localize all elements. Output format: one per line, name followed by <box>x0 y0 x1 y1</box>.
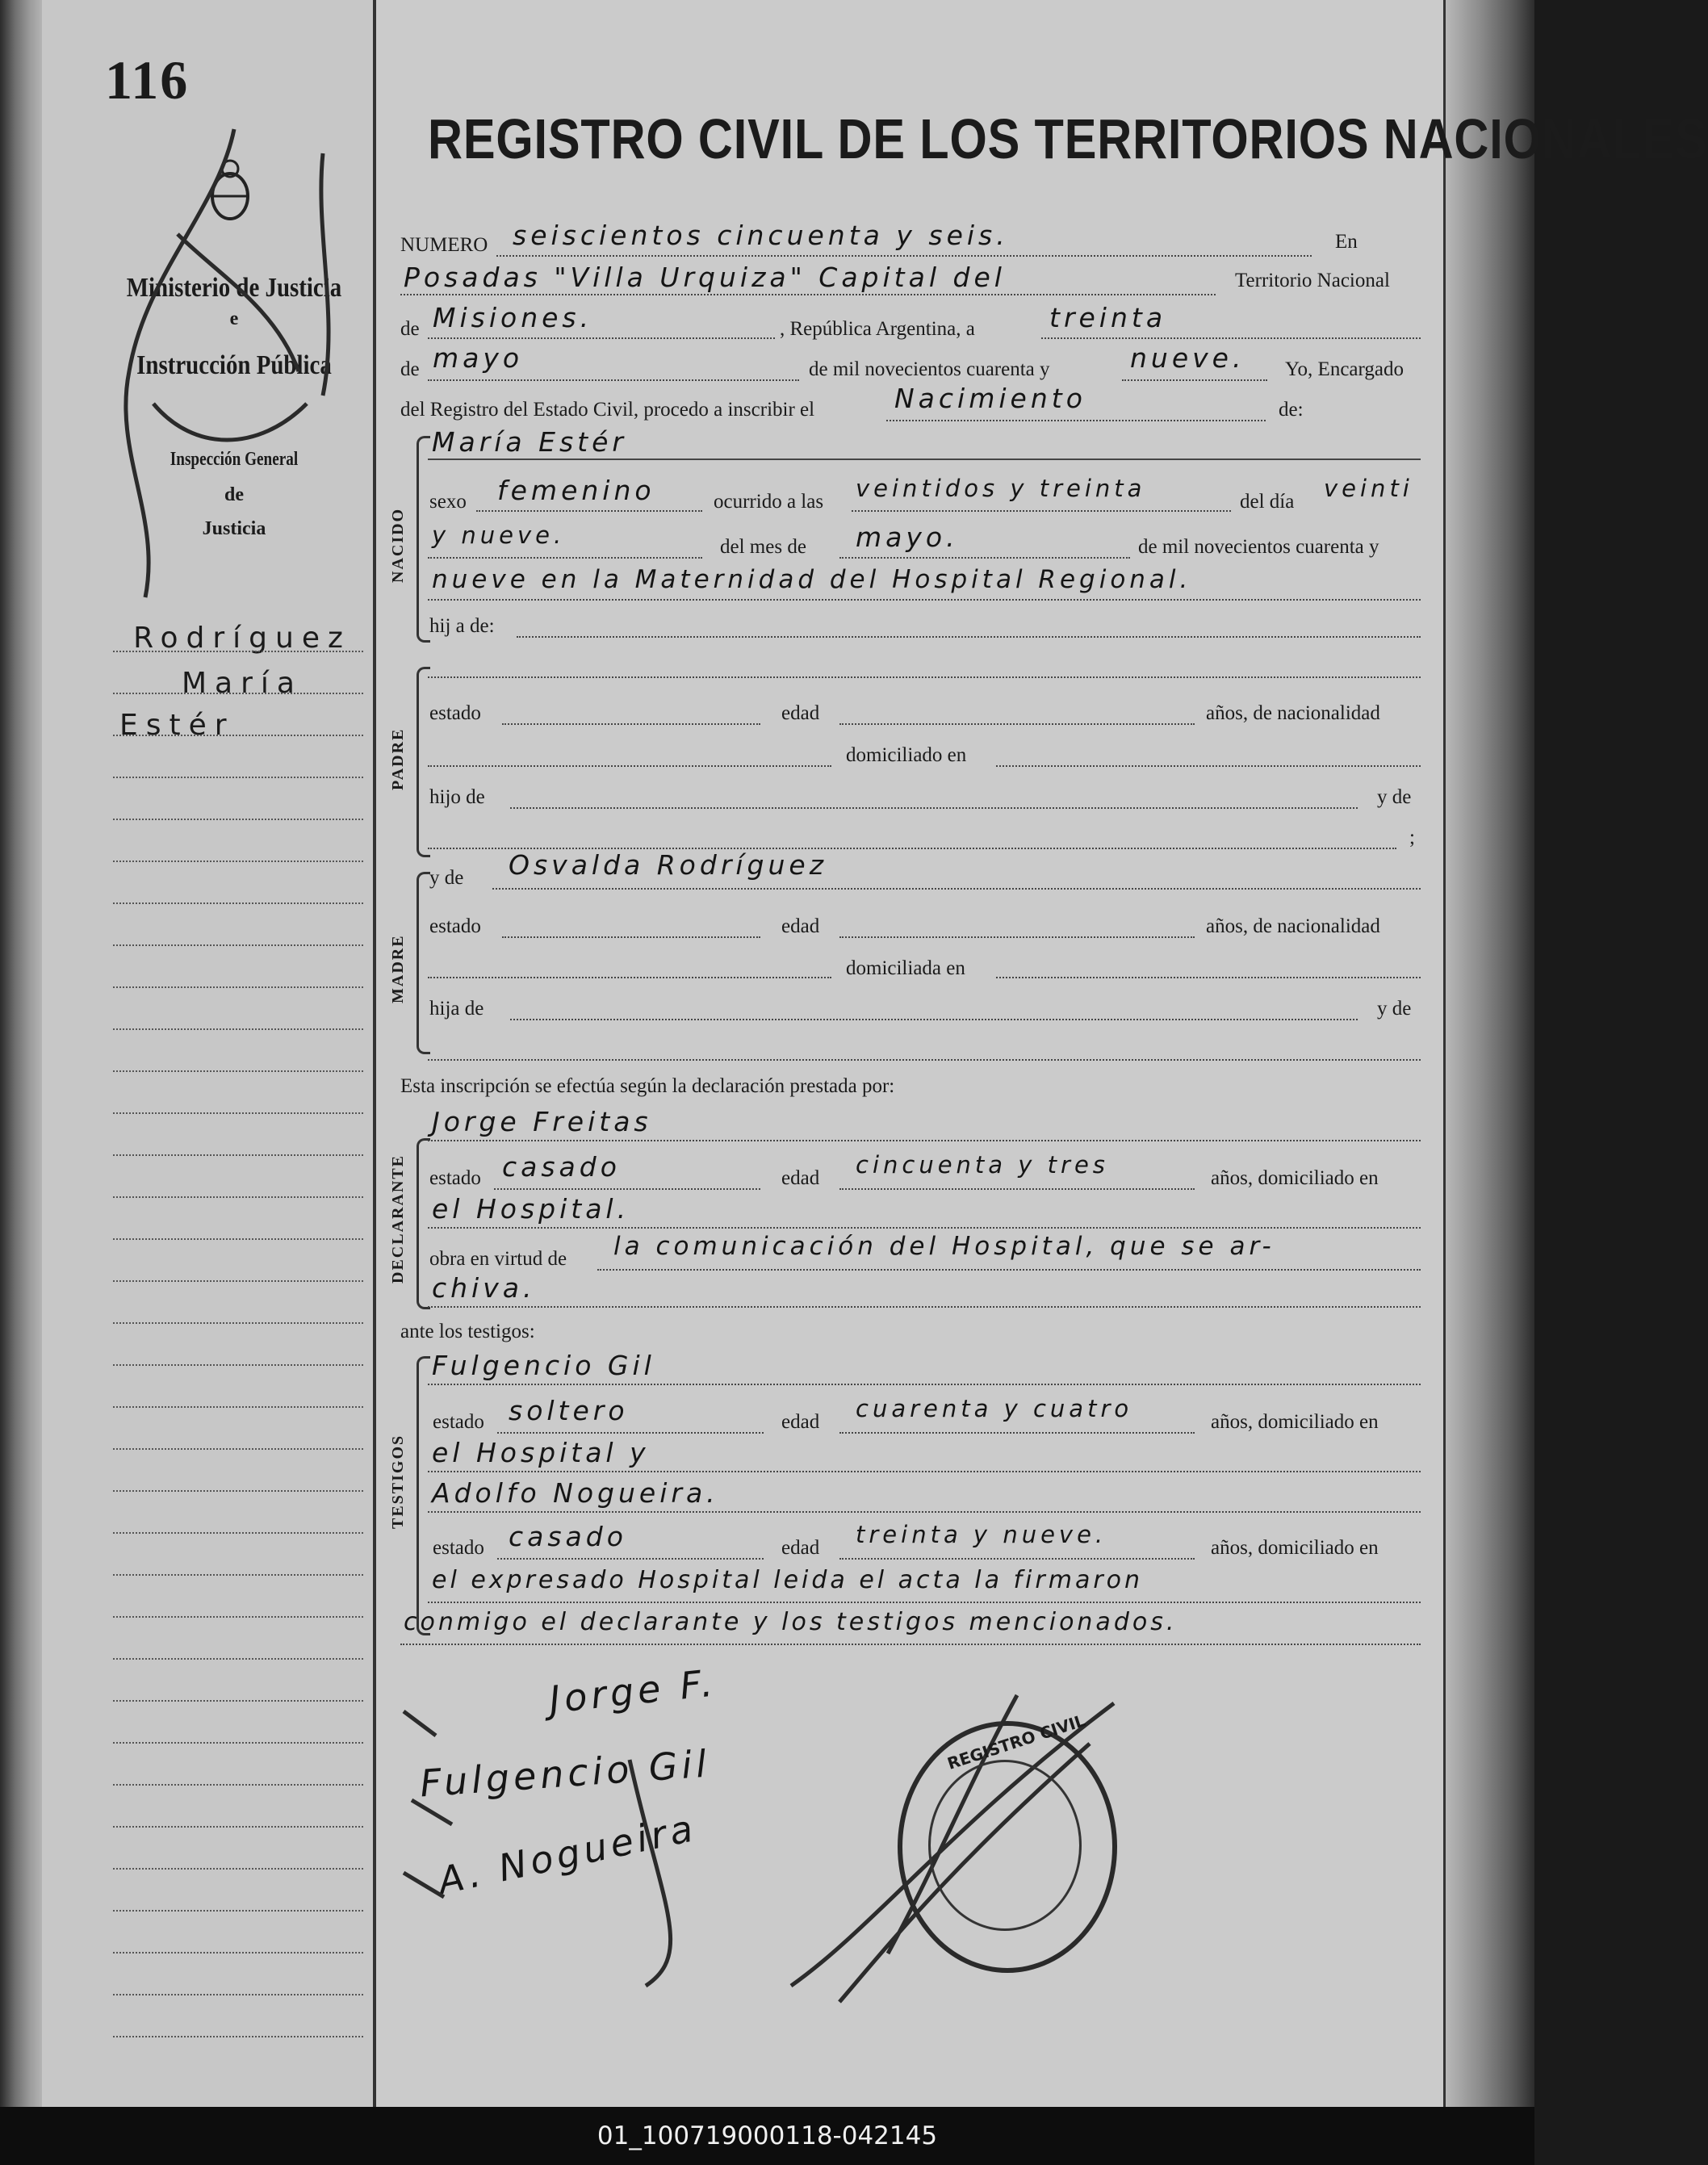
line <box>428 765 831 767</box>
inspection-line-2: de <box>224 484 244 505</box>
hora-value: veintidos y treinta <box>856 475 1146 502</box>
line <box>839 723 1195 725</box>
line <box>502 936 760 938</box>
margin-ruled-line <box>113 1994 363 1995</box>
margin-ruled-line <box>113 1868 363 1870</box>
line <box>428 1471 1421 1472</box>
line <box>428 337 775 339</box>
testigo-1-estado-label: estado <box>433 1411 484 1433</box>
margin-ruled-line <box>113 777 363 778</box>
numero-value: seiscientos cincuenta y seis. <box>513 220 1009 251</box>
page-number: 116 <box>105 49 190 111</box>
padre-section-label: PADRE <box>389 727 407 790</box>
line <box>492 888 1421 890</box>
margin-ruled-line <box>113 1448 363 1450</box>
margin-ruled-line <box>113 944 363 946</box>
anio-label: de mil novecientos cuarenta y <box>809 358 1050 380</box>
book-edge-right <box>1446 0 1534 2107</box>
padre-hijo-de-label: hijo de <box>429 786 485 808</box>
de-label: de <box>400 318 420 340</box>
line <box>428 1384 1421 1385</box>
line <box>996 765 1421 767</box>
line <box>400 294 1216 295</box>
line <box>428 1140 1421 1141</box>
declarante-estado-value: casado <box>502 1151 621 1183</box>
margin-ruled-line <box>113 1700 363 1702</box>
margin-ruled-line <box>113 1826 363 1828</box>
margin-ruled-line <box>113 1238 363 1240</box>
declarante-edad-label: edad <box>781 1167 820 1189</box>
territorio-label: Territorio Nacional <box>1235 270 1390 291</box>
signature-testigo-1: Fulgencio Gil <box>418 1741 712 1806</box>
yo-label: Yo, Encargado <box>1285 358 1404 380</box>
line <box>400 1644 1421 1645</box>
nacido-anio-label: de mil novecientos cuarenta y <box>1138 536 1379 558</box>
ministry-line-1: Ministerio de Justicia <box>126 273 342 303</box>
testigo-2-estado-label: estado <box>433 1537 484 1559</box>
del-mes-label: del mes de <box>720 536 806 558</box>
book-edge-left <box>0 0 42 2107</box>
testigo-1-domicilio-label: años, domiciliado en <box>1211 1411 1379 1433</box>
madre-nacionalidad-label: años, de nacionalidad <box>1206 915 1380 937</box>
margin-ruled-line <box>113 735 363 736</box>
testigo-1-estado: soltero <box>509 1395 629 1426</box>
margin-ruled-line <box>113 693 363 694</box>
madre-y-de-label: y de <box>429 867 464 889</box>
declarante-estado-label: estado <box>429 1167 481 1189</box>
signature-declarante: Jorge F. <box>546 1660 719 1722</box>
margin-ruled-line <box>113 1952 363 1954</box>
page-title: REGISTRO CIVIL DE LOS TERRITORIOS NACIONALES <box>428 107 1708 170</box>
acto-value: Nacimiento <box>894 383 1086 414</box>
margin-ruled-line <box>113 1028 363 1030</box>
margin-ruled-line <box>113 1280 363 1282</box>
margin-ruled-line <box>113 1154 363 1156</box>
obra-value-2: chiva. <box>432 1272 536 1304</box>
en-label: En <box>1335 231 1358 253</box>
margin-ruled-line <box>113 1910 363 1912</box>
nacido-mes-value: mayo. <box>856 521 959 553</box>
testigo-1-nombre: Fulgencio Gil <box>432 1350 655 1381</box>
line <box>839 936 1195 938</box>
testigo-1-edad: cuarenta y cuatro <box>856 1395 1133 1422</box>
madre-hija-de-label: hija de <box>429 998 484 1020</box>
line <box>1122 379 1267 381</box>
testigo-2-edad: treinta y nueve. <box>856 1521 1107 1548</box>
padre-y-de-label: y de <box>1377 786 1412 808</box>
padre-nacionalidad-label: años, de nacionalidad <box>1206 702 1380 724</box>
padre-domiciliado-label: domiciliado en <box>846 744 967 766</box>
image-caption: 01_100719000118-042145 <box>0 2107 1534 2165</box>
line <box>476 510 702 512</box>
madre-section-label: MADRE <box>389 934 407 1003</box>
padre-semicolon: ; <box>1409 827 1415 848</box>
signature-testigo-2: A. Nogueira <box>433 1805 701 1903</box>
testigo-2-estado: casado <box>509 1521 627 1552</box>
testigo-1-domicilio: el Hospital y <box>432 1437 650 1468</box>
inspection-line-3: Justicia <box>202 518 266 539</box>
anio-lugar-value: nueve en la Maternidad del Hospital Regional. <box>432 565 1192 594</box>
line <box>517 636 1421 638</box>
line <box>428 1511 1421 1513</box>
line <box>852 510 1231 512</box>
line <box>510 1019 1358 1020</box>
testigo-2-nombre: Adolfo Nogueira. <box>432 1477 719 1509</box>
dia-value: treinta <box>1049 302 1167 333</box>
sexo-value: femenino <box>497 475 655 506</box>
column-divider <box>373 0 376 2107</box>
registro-label: del Registro del Estado Civil, procedo a inscribir el <box>400 399 815 421</box>
line <box>428 459 1421 460</box>
ministry-line-and: e <box>229 308 239 329</box>
margin-ruled-line <box>113 1616 363 1618</box>
line <box>497 1432 764 1434</box>
line <box>428 1602 1421 1603</box>
de-label: de: <box>1279 399 1304 421</box>
margin-ruled-line <box>113 1196 363 1198</box>
territorio-value: Misiones. <box>433 302 593 333</box>
line <box>996 977 1421 978</box>
line <box>839 557 1130 559</box>
margin-ruled-line <box>113 1490 363 1492</box>
line <box>428 1227 1421 1229</box>
line <box>428 676 1421 678</box>
nacido-nombre-value: María Estér <box>432 426 627 458</box>
line <box>428 557 702 559</box>
margin-ruled-line <box>113 1112 363 1114</box>
declarante-domicilio-label: años, domiciliado en <box>1211 1167 1379 1189</box>
declarante-nombre-value: Jorge Freitas <box>432 1106 652 1137</box>
hijo-label: hij a de: <box>429 615 495 637</box>
place-value: Posadas "Villa Urquiza" Capital del <box>404 262 1006 293</box>
line <box>886 420 1266 421</box>
testigo-2-domicilio-label: años, domiciliado en <box>1211 1537 1379 1559</box>
margin-ruled-line <box>113 2036 363 2037</box>
margin-name-2: Estér <box>119 709 235 742</box>
declarante-domicilio-value: el Hospital. <box>432 1193 630 1225</box>
obra-value-1: la comunicación del Hospital, que se ar- <box>613 1232 1275 1261</box>
line <box>839 1558 1195 1560</box>
nacido-section-label: NACIDO <box>389 507 407 583</box>
margin-ruled-line <box>113 986 363 988</box>
numero-label: NUMERO <box>400 234 488 256</box>
line <box>428 1306 1421 1308</box>
margin-surname: Rodríguez <box>133 622 351 655</box>
testigos-section-label: TESTIGOS <box>389 1434 407 1529</box>
anio-value: nueve. <box>1130 342 1245 374</box>
dia-value-2: y nueve. <box>432 521 566 549</box>
dia-value-1: veinti <box>1324 475 1413 502</box>
declarante-section-label: DECLARANTE <box>389 1154 407 1284</box>
padre-estado-label: estado <box>429 702 481 724</box>
madre-estado-label: estado <box>429 915 481 937</box>
declaracion-label: Esta inscripción se efectúa según la declaración prestada por: <box>400 1075 895 1097</box>
obra-label: obra en virtud de <box>429 1248 567 1270</box>
de-label: de <box>400 358 420 380</box>
margin-name-1: María <box>182 667 303 700</box>
closing-line-1: el expresado Hospital leida el acta la firmaron <box>432 1566 1144 1594</box>
margin-ruled-line <box>113 1532 363 1534</box>
line <box>496 255 1312 257</box>
ocurrido-label: ocurrido a las <box>714 491 824 513</box>
margin-ruled-line <box>113 819 363 820</box>
line <box>494 1188 760 1190</box>
line <box>428 1059 1421 1061</box>
closing-line-2: conmigo el declarante y los testigos mencionados. <box>404 1608 1178 1636</box>
madre-domiciliada-label: domiciliada en <box>846 957 965 979</box>
margin-ruled-line <box>113 902 363 904</box>
line <box>428 599 1421 601</box>
margin-ruled-line <box>113 1784 363 1786</box>
line <box>510 807 1358 809</box>
margin-ruled-line <box>113 1322 363 1324</box>
margin-ruled-line <box>113 1658 363 1660</box>
declarante-edad-value: cincuenta y tres <box>856 1151 1109 1179</box>
line <box>497 1558 764 1560</box>
testigo-1-edad-label: edad <box>781 1411 820 1433</box>
margin-ruled-line <box>113 861 363 862</box>
line <box>428 379 799 381</box>
madre-edad-label: edad <box>781 915 820 937</box>
padre-edad-label: edad <box>781 702 820 724</box>
official-stamp-inner <box>928 1760 1082 1931</box>
madre-nombre-value: Osvalda Rodríguez <box>509 849 828 881</box>
margin-ruled-line <box>113 1364 363 1366</box>
del-dia-label: del día <box>1240 491 1295 513</box>
line <box>428 977 831 978</box>
stamp-text: REGISTRO CIVIL <box>944 1711 1088 1773</box>
inspection-line-1: Inspección General <box>170 449 299 470</box>
testigo-2-edad-label: edad <box>781 1537 820 1559</box>
republica-label: , República Argentina, a <box>780 318 975 340</box>
line <box>839 1188 1195 1190</box>
testigos-label: ante los testigos: <box>400 1321 535 1342</box>
margin-ruled-line <box>113 1406 363 1408</box>
line <box>502 723 760 725</box>
line <box>839 1432 1195 1434</box>
madre-y-de-label-2: y de <box>1377 998 1412 1020</box>
margin-ruled-line <box>113 1742 363 1744</box>
margin-ruled-line <box>113 1070 363 1072</box>
ministry-line-2: Instrucción Pública <box>136 350 332 380</box>
margin-signature-scribble <box>97 113 363 630</box>
line <box>1041 337 1421 339</box>
line <box>597 1269 1421 1271</box>
mes-value: mayo <box>433 342 524 374</box>
sexo-label: sexo <box>429 491 467 513</box>
margin-ruled-line <box>113 1574 363 1576</box>
margin-ruled-line <box>113 651 363 652</box>
